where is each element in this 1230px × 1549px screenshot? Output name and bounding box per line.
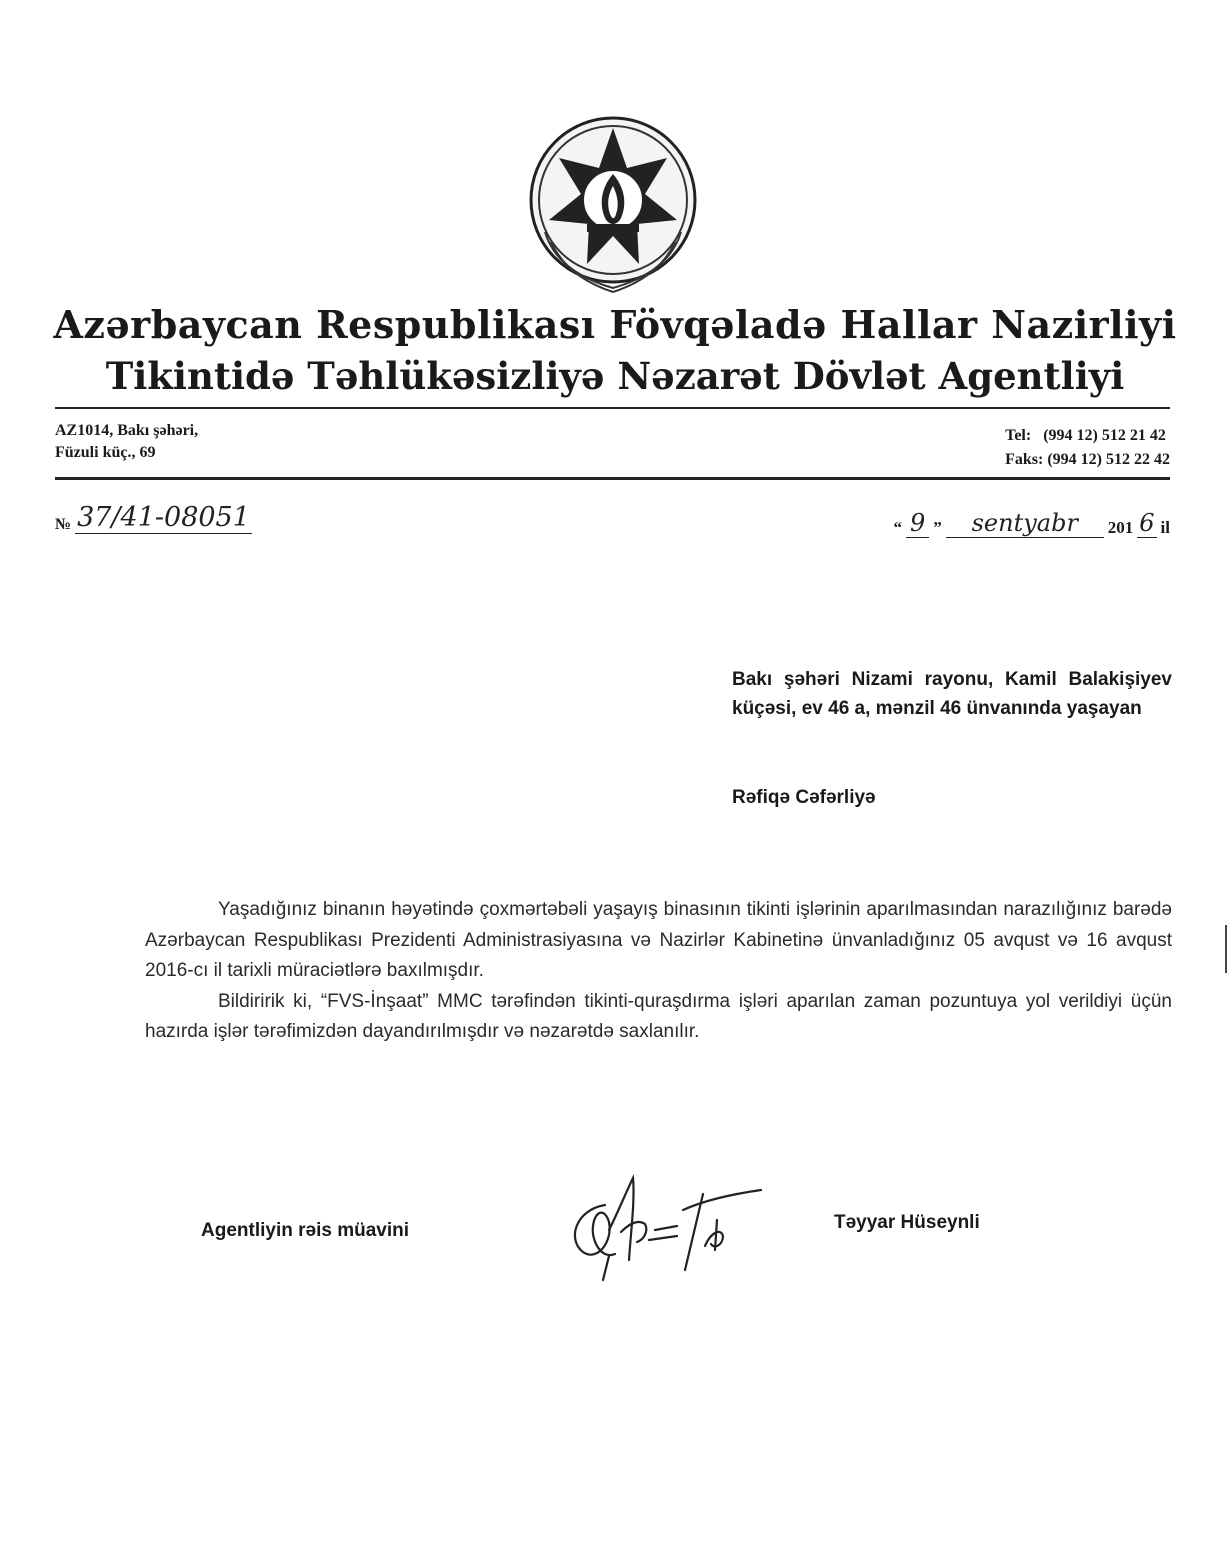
date-open-quote: “ [893, 518, 902, 537]
recipient-address: Bakı şəhəri Nizami rayonu, Kamil Balakişiyev küçəsi, ev 46 a, mənzil 46 ünvanında yaşayan [732, 669, 1172, 719]
number-sign: № [55, 516, 72, 533]
contacts-block [1005, 424, 1170, 472]
date-year-prefix: 201 [1107, 518, 1134, 537]
reference-number-value: 37/41-08051 [77, 502, 250, 533]
date-year-digit: 6 [1139, 509, 1155, 537]
body-paragraph-1: Yaşadığınız binanın həyətində çoxmərtəbəli yaşayış binasının tikinti işlərinin aparılmasından narazılığınız barədə Azərbaycan Respublikası Prezidenti Administrasiyasına və Nazirlər Kabinetinə ünvanladığınız 05 avqust və 16 avqust 2016-cı il tarixli müraciətlərə baxılmışdır. [145, 899, 1172, 981]
letter-body [145, 895, 1172, 1048]
handwritten-signature-icon [565, 1170, 765, 1285]
address-block [55, 420, 198, 464]
date-suffix: il [1160, 518, 1170, 537]
header-divider-bottom [55, 477, 1170, 480]
body-paragraph-2: Bildiririk ki, “FVS-İnşaat” MMC tərəfindən tikinti-quraşdırma işləri aparılan zaman pozuntuya yol verildiyi üçün hazırda işlər tərəfimizdən dayandırılmışdır və nəzarətdə saxlanılır. [145, 990, 1172, 1042]
date-close-quote: ” [933, 518, 942, 537]
fax-line: Faks: (994 12) 512 22 42 [1005, 451, 1170, 468]
state-emblem-icon [527, 112, 699, 298]
ministry-title: Azərbaycan Respublikası Fövqəladə Hallar Nazirliyi [53, 302, 1177, 347]
scan-margin-mark [1225, 925, 1227, 973]
agency-title: Tikintidə Təhlükəsizliyə Nəzarət Dövlət Agentliyi [105, 354, 1125, 398]
signatory-name: Təyyar Hüseynli [834, 1212, 980, 1233]
address-line-2: Füzuli küç., 69 [55, 444, 156, 461]
address-line-1: AZ1014, Bakı şəhəri, [55, 422, 199, 439]
recipient-name: Rəfiqə Cəfərliyə [732, 787, 876, 808]
header-divider-top [55, 407, 1170, 409]
reference-number [55, 502, 252, 534]
date-day: 9 [906, 509, 929, 538]
signatory-title: Agentliyin rəis müavini [201, 1220, 409, 1241]
tel-line: Tel: (994 12) 512 21 42 [1005, 427, 1166, 444]
letter-date [893, 509, 1170, 538]
date-month: sentyabr [946, 509, 1104, 538]
